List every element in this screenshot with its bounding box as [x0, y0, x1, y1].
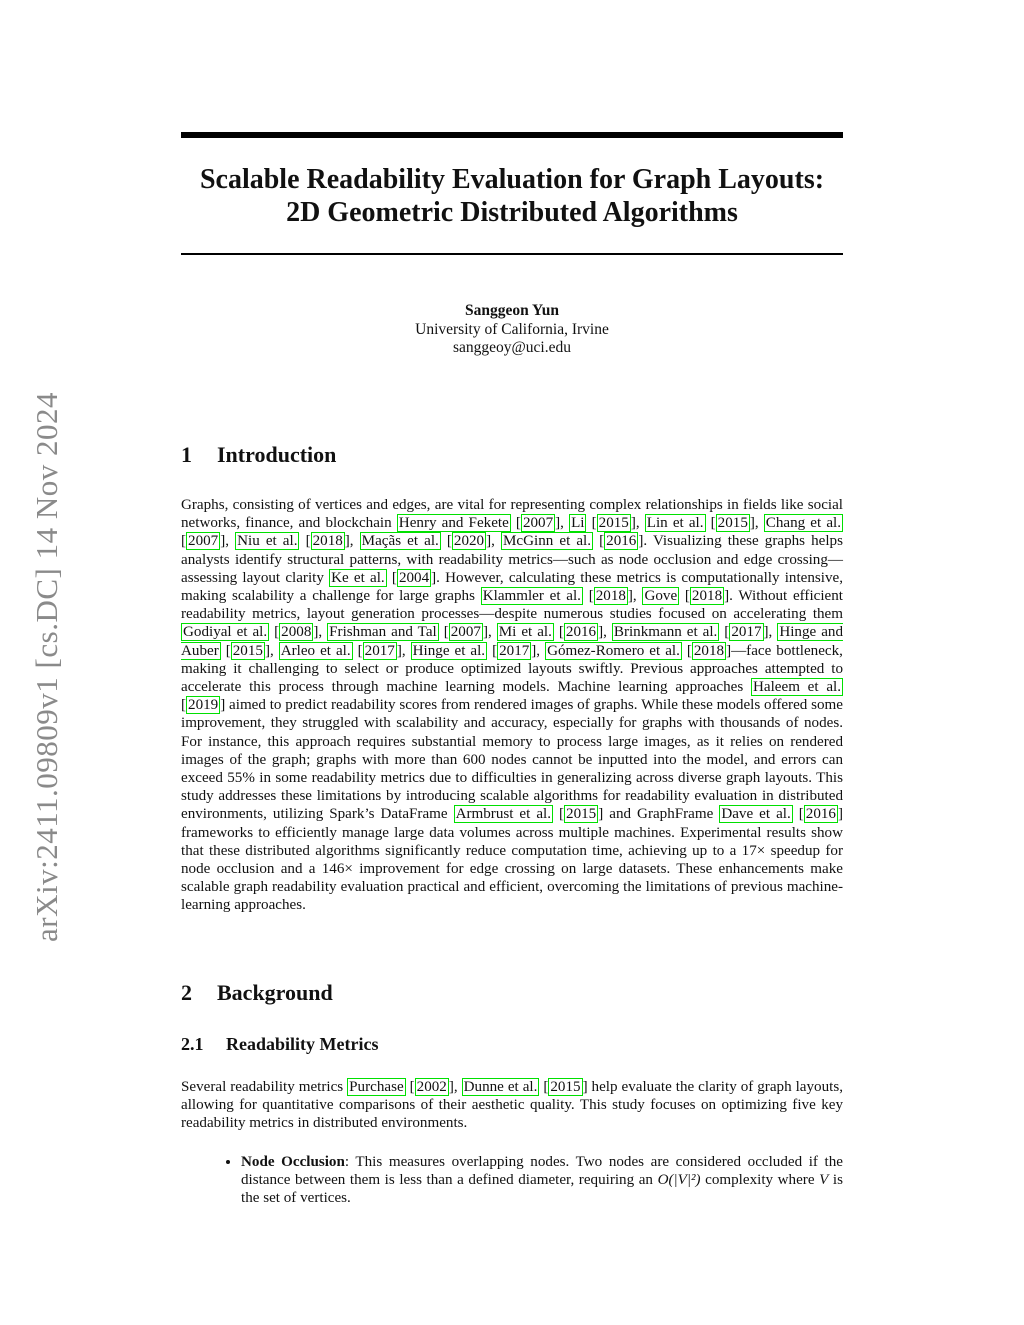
citation-link[interactable]: McGinn et al. [502, 533, 592, 550]
citation-link[interactable]: 2007 [188, 533, 219, 550]
paragraph-text: ], [220, 533, 236, 550]
bullet-term: Node Occlusion [241, 1154, 345, 1170]
paragraph-text: ]. However, calculating these metrics is computationally intensive, making scalability a challenge for large graphs [181, 569, 843, 605]
paragraph-text: ], [627, 588, 643, 605]
citation-link[interactable]: Gove [644, 588, 678, 605]
citation-link[interactable]: Dunne et al. [463, 1079, 538, 1095]
citation-link[interactable]: Gómez-Romero et al. [547, 642, 680, 659]
paragraph-text: [ [553, 624, 564, 641]
complexity-formula: O(|V|²) [657, 1172, 701, 1189]
paragraph-text: ], [630, 515, 645, 532]
introduction-paragraph [181, 496, 843, 915]
author-email: sanggeoy@uci.edu [452, 339, 571, 356]
citation-link[interactable]: Henry and Fekete [398, 515, 509, 532]
bullet-text: complexity where [700, 1172, 820, 1189]
citation-link[interactable]: 2018 [312, 533, 343, 550]
paragraph-text: ] and GraphFrame [598, 806, 720, 823]
subsection-number: 2.1 [181, 1034, 204, 1054]
citation-link[interactable]: 2007 [522, 515, 554, 532]
citation-link[interactable]: 2018 [595, 588, 626, 605]
paragraph-text: [ [299, 533, 311, 550]
paragraph-text: ], [598, 624, 612, 641]
title-line-1: Scalable Readability Evaluation for Graph Layouts: [199, 164, 825, 195]
citation-link[interactable]: 2015 [550, 1079, 581, 1095]
paragraph-text: [ [440, 533, 452, 550]
citation-link[interactable]: Hinge and Auber [181, 624, 843, 659]
paragraph-text: ], [763, 624, 778, 641]
paragraph-text: ], [344, 533, 360, 550]
paragraph-text: [ [679, 588, 690, 605]
paragraph-text: Several readability metrics [181, 1079, 348, 1095]
section-heading-background [181, 980, 333, 1006]
paragraph-text: [ [181, 533, 187, 550]
paragraph-text: ] aimed to predict readability scores from rendered images of graphs. While these models offered some improvement, they struggled with scalability and accuracy, especially for graphs with thousands of nodes. For instance, this approach requires substantial memory to process large images, as it relies on rendered images of the graph; graphs with more than 600 nodes cannot be inputted into the model, and errors can exceed 55% in some readability metrics due to difficulties in generalizing across diverse graph layouts. This study addresses these limitations by introducing scalable algorithms for readability evaluation in distributed environments, utilizing Spark’s DataFrame [181, 697, 843, 823]
paragraph-text: ], [531, 642, 546, 659]
citation-link[interactable]: 2004 [398, 569, 430, 586]
citation-link[interactable]: 2015 [598, 515, 629, 532]
citation-link[interactable]: Haleem et al. [753, 679, 842, 696]
citation-link[interactable]: Armbrust et al. [455, 806, 551, 823]
paragraph-text: ]. Without efficient readability metrics, layout generation processes—despite numerous studies focused on accelerating them [181, 588, 843, 623]
citation-link[interactable]: 2019 [188, 697, 219, 714]
paragraph-text: [ [352, 642, 363, 659]
paragraph-text: [ [181, 697, 187, 714]
citation-link[interactable]: Maçãs et al. [361, 533, 439, 550]
paragraph-text: [ [705, 515, 716, 532]
citation-link[interactable]: 2017 [499, 642, 530, 659]
arxiv-identifier: arXiv:2411.09809v1 [cs.DC] 14 Nov 2024 [29, 392, 64, 942]
citation-link[interactable]: 2002 [416, 1079, 447, 1095]
section-heading-introduction [181, 442, 336, 468]
paragraph-text: [ [719, 624, 730, 641]
title-rule-bottom [181, 253, 843, 255]
citation-link[interactable]: Chang et al. [765, 515, 841, 532]
citation-link[interactable]: Niu et al. [237, 533, 298, 550]
citation-link[interactable]: 2007 [450, 624, 481, 641]
vertex-set-symbol: V [819, 1172, 829, 1189]
paragraph-text: [ [269, 624, 280, 641]
paragraph-text: ], [749, 515, 764, 532]
paragraph-text: [ [593, 533, 605, 550]
section-number: 2 [181, 980, 192, 1005]
paragraph-text: ], [448, 1079, 462, 1095]
title-rule-top [181, 132, 843, 138]
citation-link[interactable]: 2008 [281, 624, 312, 641]
readability-paragraph [181, 1078, 843, 1133]
paragraph-text: ] frameworks to efficiently manage large data volumes across multiple machines. Experimental results show that these distributed algorithms significantly reduce computation time, achieving up to a 17× speedup for node occlusion and a 146× improvement for edge crossing on large datasets. These enhancements make scalable graph readability evaluation practical and efficient, overcoming the limitations of previous machine-learning approaches. [181, 806, 843, 914]
citation-link[interactable]: 2015 [232, 642, 263, 659]
paragraph-text: [ [792, 806, 804, 823]
citation-link[interactable]: Mi et al. [498, 624, 552, 641]
author-block [181, 302, 843, 358]
section-title: Background [217, 980, 333, 1005]
paragraph-text: ], [313, 624, 328, 641]
paper-title [181, 163, 843, 229]
citation-link[interactable]: 2016 [606, 533, 637, 550]
citation-link[interactable]: 2015 [717, 515, 748, 532]
citation-link[interactable]: 2018 [691, 588, 723, 605]
citation-link[interactable]: Purchase [349, 1079, 404, 1095]
title-line-2: 2D Geometric Distributed Algorithms [286, 197, 738, 228]
paragraph-text: ]—face bottleneck, making it challenging to select or produce optimized layouts swiftly. Previous approaches attempted to accelerate this process through machine learning models. Machine learning approaches [181, 642, 843, 696]
paragraph-text: [ [586, 515, 597, 532]
citation-link[interactable]: Brinkmann et al. [613, 624, 718, 641]
paragraph-text: ], [264, 642, 279, 659]
paragraph-text: [ [438, 624, 449, 641]
readability-metrics-list [181, 1153, 843, 1208]
paragraph-text: ]. Visualizing these graphs helps analysts identify structural patterns, with readability metrics—such as node occlusion and edge crossing—assessing layout clarity [181, 533, 843, 586]
citation-link[interactable]: Hinge et al. [412, 642, 486, 659]
citation-link[interactable]: Arleo et al. [280, 642, 351, 659]
paragraph-text: ], [482, 624, 497, 641]
paragraph-text: [ [553, 806, 565, 823]
citation-link[interactable]: 2016 [565, 624, 597, 641]
paragraph-text: [ [220, 642, 231, 659]
citation-link[interactable]: 2017 [364, 642, 395, 659]
paragraph-text: [ [510, 515, 521, 532]
citation-link[interactable]: Lin et al. [646, 515, 704, 532]
citation-link[interactable]: 2015 [566, 806, 597, 823]
citation-link[interactable]: Ke et al. [331, 569, 385, 586]
citation-link[interactable]: Frishman and Tal [329, 624, 437, 641]
author-name: Sanggeon Yun [464, 302, 560, 319]
citation-link[interactable]: Dave et al. [721, 806, 791, 823]
citation-link[interactable]: Li [571, 515, 585, 532]
paragraph-text: [ [405, 1079, 415, 1095]
paragraph-text: [ [487, 642, 498, 659]
citation-link[interactable]: Godiyal et al. [183, 624, 268, 641]
section-number: 1 [181, 442, 192, 467]
paragraph-text: [ [539, 1079, 549, 1095]
paragraph-text: ], [555, 515, 570, 532]
citation-link[interactable]: Klammler et al. [482, 588, 581, 605]
paragraph-text: ], [486, 533, 501, 550]
paragraph-text: Graphs, consisting of vertices and edges, are vital for representing complex relationships in fields like social networks, finance, and blockchain [181, 497, 843, 532]
paragraph-text: [ [582, 588, 594, 605]
citation-link[interactable]: 2018 [693, 642, 725, 659]
subsection-title: Readability Metrics [226, 1034, 379, 1054]
paragraph-text: [ [386, 569, 397, 586]
bullet-text: : This measures overlapping nodes. Two nodes are considered occluded if the distance between them is less than a defined diameter, requiring an [241, 1154, 843, 1189]
citation-link[interactable]: 2017 [731, 624, 762, 641]
citation-link[interactable]: 2020 [453, 533, 485, 550]
paragraph-text: ], [396, 642, 411, 659]
subsection-heading-readability-metrics [181, 1034, 378, 1055]
paragraph-text: [ [681, 642, 692, 659]
list-item-node-occlusion [241, 1153, 843, 1208]
citation-link[interactable]: 2016 [805, 806, 836, 823]
author-affiliation: University of California, Irvine [415, 320, 609, 338]
paragraph-text: ] help evaluate the clarity of graph layouts, allowing for quantitative comparisons of their aesthetic quality. This study focuses on optimizing five key readability metrics in distributed environments. [181, 1079, 843, 1132]
section-title: Introduction [217, 442, 337, 467]
bullet-text: is the set of vertices. [241, 1172, 843, 1207]
